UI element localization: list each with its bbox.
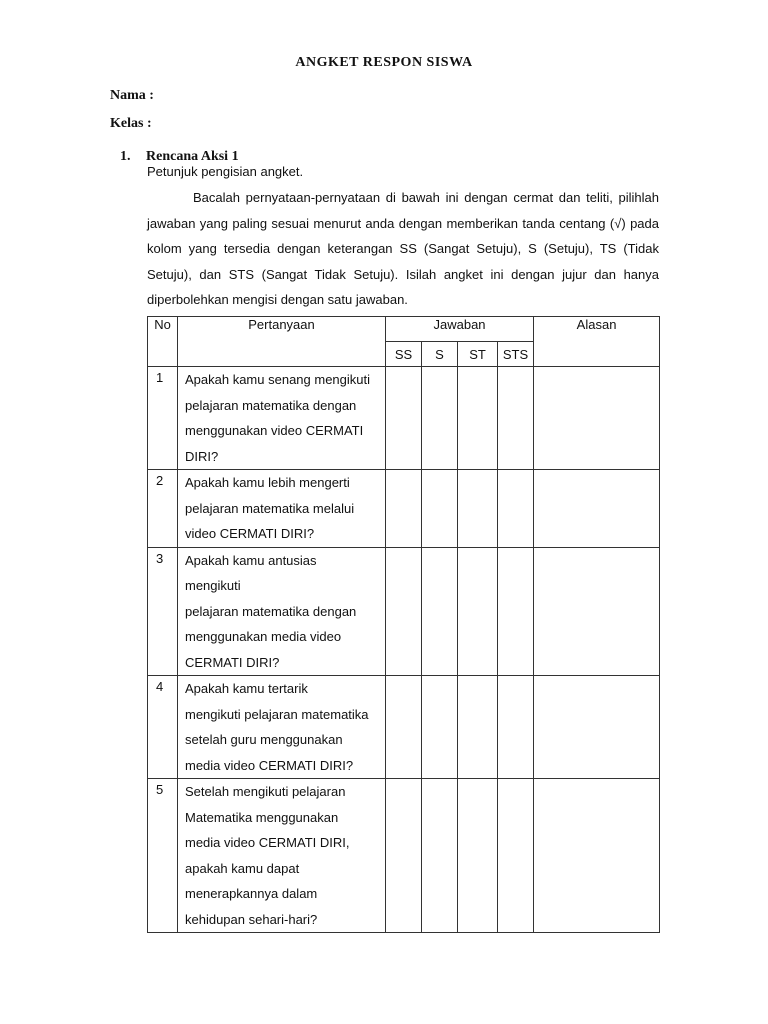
row-number: 1 bbox=[148, 367, 178, 470]
answer-cell-s[interactable] bbox=[422, 676, 458, 779]
question-line: menggunakan video CERMATI bbox=[185, 423, 364, 438]
answer-cell-st[interactable] bbox=[458, 470, 498, 548]
document-title: ANGKET RESPON SISWA bbox=[295, 55, 473, 70]
header-reason: Alasan bbox=[534, 317, 660, 367]
question-line: video CERMATI DIRI? bbox=[185, 526, 315, 541]
question-line: Matematika menggunakan bbox=[185, 809, 339, 825]
row-number: 4 bbox=[148, 676, 178, 779]
instruction-text: Bacalah pernyataan-pernyataan di bawah ini dengan cermat dan teliti, pilihlah jawaban yang paling sesuai menurut anda dengan memberikan tanda centang (√) pada kolom yang tersedia dengan keterangan SS (Sangat Setuju), S (Setuju), TS (Tidak Setuju), dan STS (Sangat Tidak Setuju). Isilah angket ini dengan jujur dan hanya diperbolehkan mengisi dengan satu jawaban. bbox=[147, 190, 659, 307]
header-answer: Jawaban bbox=[386, 317, 534, 342]
question-line: media video CERMATI DIRI, bbox=[185, 835, 350, 850]
header-option-ss: SS bbox=[386, 342, 422, 367]
table-row bbox=[148, 676, 660, 779]
class-field-label: Kelas : bbox=[110, 116, 152, 131]
question-line: pelajaran matematika dengan bbox=[185, 603, 357, 619]
question-line: Setelah mengikuti pelajaran bbox=[185, 784, 346, 799]
header-option-st: ST bbox=[458, 342, 498, 367]
question-line: pelajaran matematika dengan bbox=[185, 397, 357, 413]
header-option-sts: STS bbox=[498, 342, 534, 367]
answer-cell-sts[interactable] bbox=[498, 367, 534, 470]
question-line: menerapkannya dalam bbox=[185, 886, 318, 901]
question-text bbox=[178, 779, 386, 933]
answer-cell-ss[interactable] bbox=[386, 676, 422, 779]
header-no: No bbox=[148, 317, 178, 367]
answer-cell-ss[interactable] bbox=[386, 547, 422, 676]
section-number: 1. bbox=[120, 149, 131, 164]
question-text bbox=[178, 547, 386, 676]
name-field-label: Nama : bbox=[110, 88, 154, 103]
question-text bbox=[178, 676, 386, 779]
reason-cell[interactable] bbox=[534, 470, 660, 548]
question-line: setelah guru menggunakan bbox=[185, 732, 343, 747]
answer-cell-st[interactable] bbox=[458, 779, 498, 933]
answer-cell-st[interactable] bbox=[458, 367, 498, 470]
question-line: Apakah kamu tertarik bbox=[185, 681, 308, 696]
table-row bbox=[148, 367, 660, 470]
answer-cell-st[interactable] bbox=[458, 676, 498, 779]
instruction-paragraph bbox=[147, 185, 659, 313]
answer-cell-sts[interactable] bbox=[498, 676, 534, 779]
answer-cell-s[interactable] bbox=[422, 547, 458, 676]
reason-cell[interactable] bbox=[534, 547, 660, 676]
answer-cell-ss[interactable] bbox=[386, 470, 422, 548]
question-line: mengikuti pelajaran matematika bbox=[185, 706, 369, 722]
instruction-heading: Petunjuk pengisian angket. bbox=[147, 164, 304, 179]
question-line: Apakah kamu senang mengikuti bbox=[185, 372, 371, 387]
answer-cell-ss[interactable] bbox=[386, 367, 422, 470]
reason-cell[interactable] bbox=[534, 779, 660, 933]
answer-cell-sts[interactable] bbox=[498, 779, 534, 933]
answer-cell-st[interactable] bbox=[458, 547, 498, 676]
row-number: 2 bbox=[148, 470, 178, 548]
table-row bbox=[148, 779, 660, 933]
question-line: Apakah kamu antusias bbox=[185, 552, 317, 568]
section-title: Rencana Aksi 1 bbox=[146, 149, 239, 164]
answer-cell-s[interactable] bbox=[422, 367, 458, 470]
question-line: menggunakan media video bbox=[185, 629, 342, 644]
question-text bbox=[178, 367, 386, 470]
reason-cell[interactable] bbox=[534, 676, 660, 779]
answer-cell-sts[interactable] bbox=[498, 470, 534, 548]
questionnaire-table bbox=[147, 316, 660, 933]
answer-cell-ss[interactable] bbox=[386, 779, 422, 933]
row-number: 5 bbox=[148, 779, 178, 933]
question-line: pelajaran matematika melalui bbox=[185, 500, 355, 516]
question-line: media video CERMATI DIRI? bbox=[185, 757, 354, 773]
question-line: apakah kamu dapat bbox=[185, 860, 300, 876]
question-line: Apakah kamu lebih mengerti bbox=[185, 475, 350, 490]
question-line: DIRI? bbox=[185, 448, 219, 464]
question-line: kehidupan sehari-hari? bbox=[185, 911, 318, 927]
question-line: mengikuti bbox=[185, 578, 241, 593]
answer-cell-s[interactable] bbox=[422, 470, 458, 548]
table-row bbox=[148, 547, 660, 676]
header-question: Pertanyaan bbox=[178, 317, 386, 367]
question-text bbox=[178, 470, 386, 548]
question-line: CERMATI DIRI? bbox=[185, 654, 280, 670]
answer-cell-sts[interactable] bbox=[498, 547, 534, 676]
table-row bbox=[148, 470, 660, 548]
row-number: 3 bbox=[148, 547, 178, 676]
reason-cell[interactable] bbox=[534, 367, 660, 470]
header-option-s: S bbox=[422, 342, 458, 367]
answer-cell-s[interactable] bbox=[422, 779, 458, 933]
